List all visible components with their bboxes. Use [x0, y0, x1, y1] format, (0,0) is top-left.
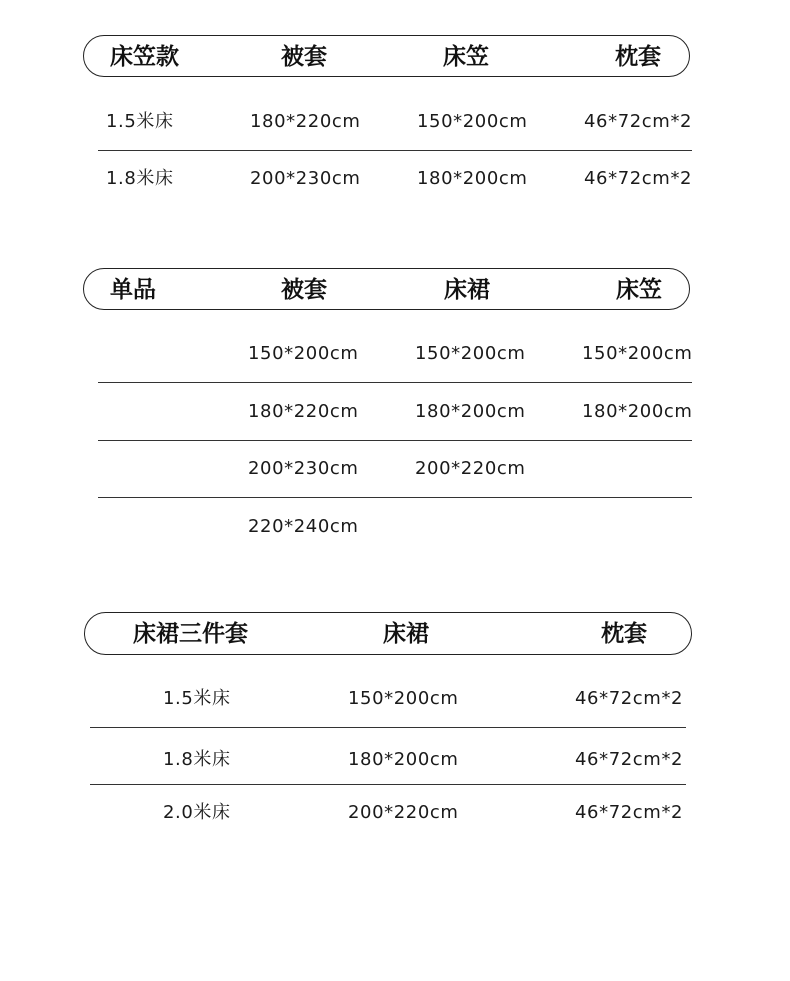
- header-pillowcase: 枕套: [601, 621, 647, 647]
- row-divider: [98, 440, 692, 441]
- row-duvet-size: 180*220cm: [250, 111, 361, 132]
- header-fitted-sheet: 床笠: [443, 44, 489, 70]
- row-fitted-sheet-size: 180*200cm: [417, 168, 528, 189]
- row-bed-size: 1.5米床: [106, 111, 174, 132]
- header-bed-skirt: 床裙: [444, 277, 490, 303]
- row-bed-size: 2.0米床: [163, 802, 231, 823]
- row-duvet-size: 200*230cm: [248, 458, 359, 479]
- table-header-pill: [83, 35, 690, 77]
- row-pillowcase-size: 46*72cm*2: [584, 168, 693, 189]
- table-header-pill: [84, 612, 692, 655]
- header-duvet-cover: 被套: [281, 277, 327, 303]
- row-pillowcase-size: 46*72cm*2: [575, 688, 684, 709]
- row-bed-skirt-size: 150*200cm: [348, 688, 459, 709]
- header-single-items: 单品: [110, 277, 156, 303]
- row-fitted-sheet-size: 150*200cm: [582, 343, 693, 364]
- row-fitted-sheet-size: 180*200cm: [582, 401, 693, 422]
- row-divider: [90, 727, 686, 728]
- header-fitted-sheet: 床笠: [616, 277, 662, 303]
- row-pillowcase-size: 46*72cm*2: [575, 802, 684, 823]
- header-bed-skirt-three-piece: 床裙三件套: [133, 621, 248, 647]
- row-duvet-size: 220*240cm: [248, 516, 359, 537]
- row-duvet-size: 150*200cm: [248, 343, 359, 364]
- row-bed-size: 1.8米床: [106, 168, 174, 189]
- header-pillowcase: 枕套: [615, 44, 661, 70]
- row-pillowcase-size: 46*72cm*2: [575, 749, 684, 770]
- row-divider: [98, 150, 692, 151]
- row-bed-skirt-size: 180*200cm: [348, 749, 459, 770]
- row-bed-skirt-size: 180*200cm: [415, 401, 526, 422]
- row-divider: [98, 497, 692, 498]
- table-header-pill: [83, 268, 690, 310]
- row-bed-size: 1.5米床: [163, 688, 231, 709]
- row-fitted-sheet-size: 150*200cm: [417, 111, 528, 132]
- row-bed-size: 1.8米床: [163, 749, 231, 770]
- header-duvet-cover: 被套: [281, 44, 327, 70]
- row-bed-skirt-size: 200*220cm: [348, 802, 459, 823]
- row-divider: [90, 784, 686, 785]
- row-pillowcase-size: 46*72cm*2: [584, 111, 693, 132]
- row-duvet-size: 180*220cm: [248, 401, 359, 422]
- header-set-type: 床笠款: [110, 44, 179, 70]
- row-bed-skirt-size: 150*200cm: [415, 343, 526, 364]
- header-bed-skirt: 床裙: [383, 621, 429, 647]
- row-bed-skirt-size: 200*220cm: [415, 458, 526, 479]
- row-divider: [98, 382, 692, 383]
- row-duvet-size: 200*230cm: [250, 168, 361, 189]
